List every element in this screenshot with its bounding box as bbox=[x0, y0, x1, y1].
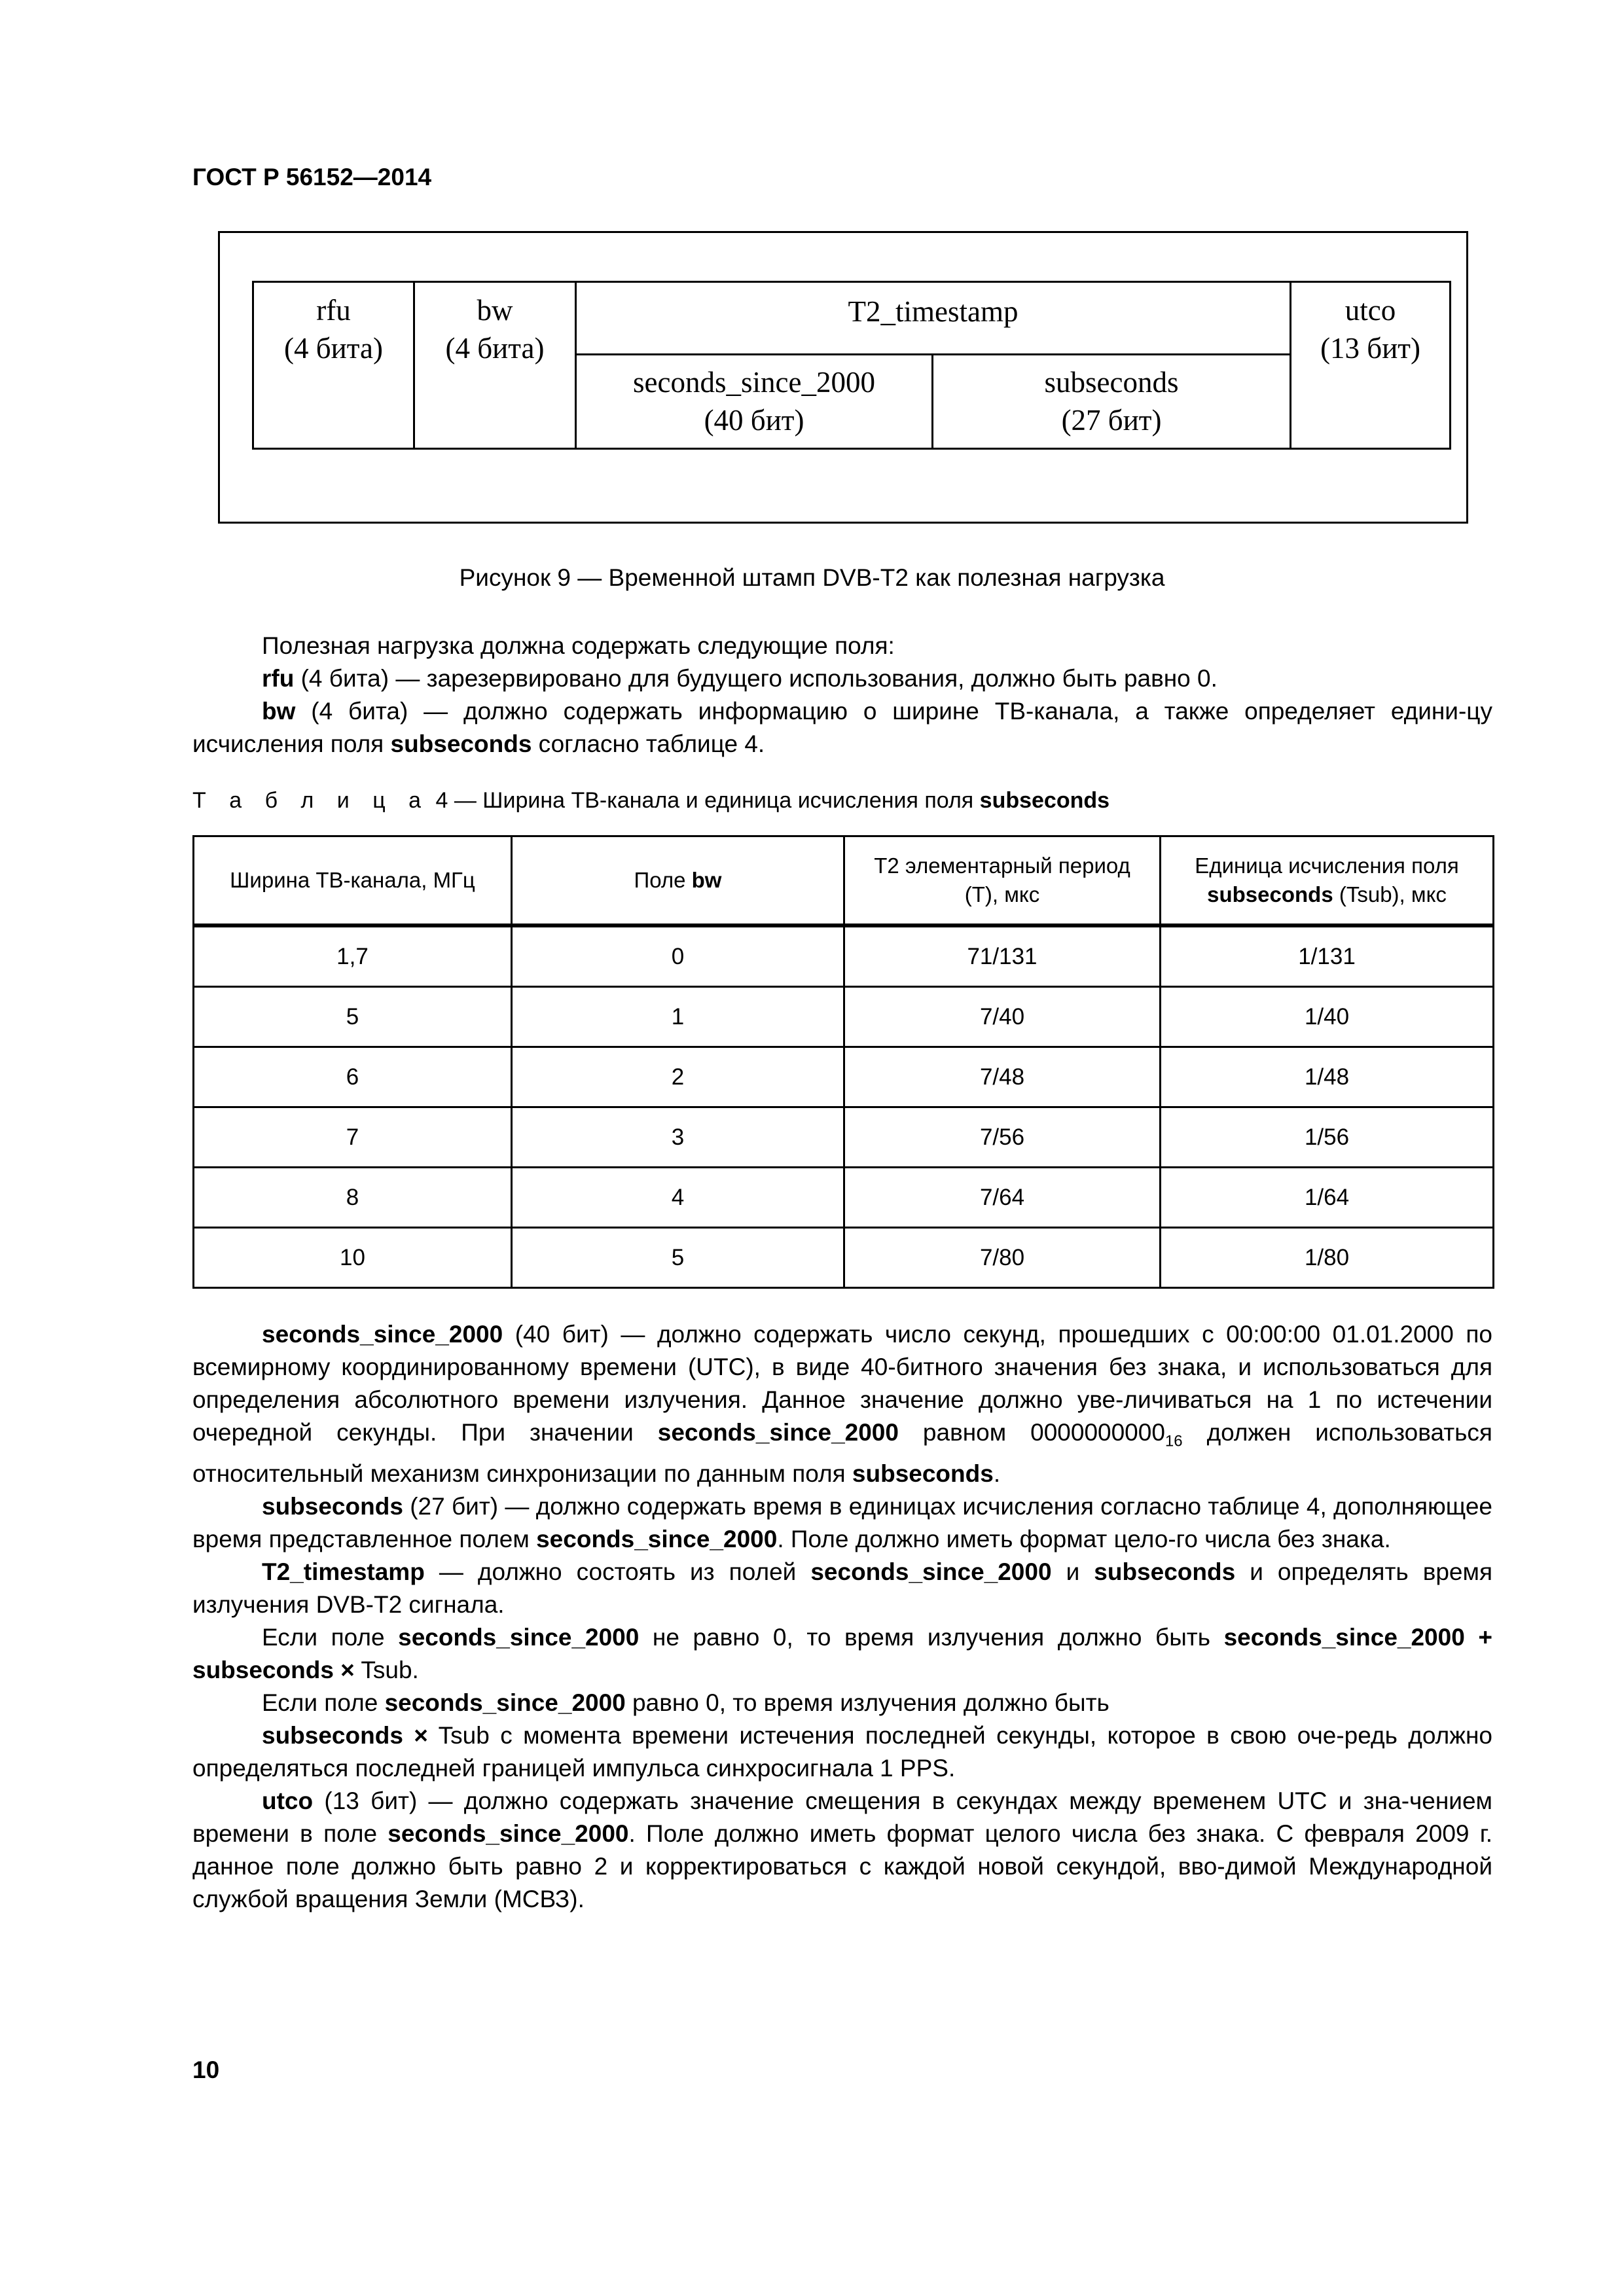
table-cell: 1/64 bbox=[1161, 1168, 1494, 1228]
intro-text bbox=[192, 630, 1492, 761]
nonzero-case-paragraph: Если поле seconds_since_2000 не равно 0, то время излучения должно быть seconds_since_2000 + subseconds × Tsub. bbox=[192, 1624, 1492, 1684]
figure-caption: Рисунок 9 — Временной штамп DVB-T2 как полезная нагрузка bbox=[459, 564, 1165, 591]
table-row bbox=[194, 1168, 1494, 1228]
table-cell: 10 bbox=[194, 1228, 512, 1288]
table-cell: 1/131 bbox=[1161, 925, 1494, 987]
table-row bbox=[194, 925, 1494, 987]
table-row bbox=[194, 987, 1494, 1047]
field-t2-timestamp: T2_timestamp bbox=[848, 295, 1019, 328]
table-cell: 7/64 bbox=[844, 1168, 1161, 1228]
t2-timestamp-paragraph: T2_timestamp — должно состоять из полей seconds_since_2000 и subseconds и определять время излучения DVB-T2 сигнала. bbox=[192, 1558, 1492, 1619]
intro-paragraph: Полезная нагрузка должна содержать следующие поля: bbox=[262, 632, 895, 659]
bw-paragraph: bw (4 бита) — должно содержать информацию о ширине ТВ-канала, а также определяет едини-цу исчисления поля subseconds согласно таблице 4. bbox=[192, 698, 1492, 757]
table-row bbox=[194, 1228, 1494, 1288]
bandwidth-table bbox=[192, 835, 1494, 1289]
table-cell: 7 bbox=[194, 1107, 512, 1168]
table-cell: 5 bbox=[194, 987, 512, 1047]
table-cell: 2 bbox=[512, 1047, 844, 1107]
figure-divider bbox=[575, 353, 1291, 355]
table-cell: 3 bbox=[512, 1107, 844, 1168]
table-caption: Т а б л и ц а 4 — Ширина ТВ-канала и единица исчисления поля subseconds bbox=[192, 788, 1110, 813]
table-cell: 4 bbox=[512, 1168, 844, 1228]
zero-case-continuation: subseconds × Tsub с момента времени истечения последней секунды, которое в свою оче-редь должно определяться последней границей импульса синхросигнала 1 PPS. bbox=[192, 1722, 1493, 1782]
table-cell: 71/131 bbox=[844, 925, 1161, 987]
table-cell: 7/56 bbox=[844, 1107, 1161, 1168]
table-cell: 7/48 bbox=[844, 1047, 1161, 1107]
utco-paragraph: utco (13 бит) — должно содержать значение смещения в секундах между временем UTC и зна-чением времени в поле seconds_since_2000. Поле должно иметь формат целого числа без знака. С февраля 2009 г. данное поле должно быть равно 2 и корректироваться с каждой новой секундой, вво-димой Международной службой вращения Земли (МСВЗ). bbox=[192, 1787, 1492, 1913]
rfu-paragraph: rfu (4 бита) — зарезервировано для будущего использования, должно быть равно 0. bbox=[262, 665, 1218, 692]
table-cell: 6 bbox=[194, 1047, 512, 1107]
table-cell: 1 bbox=[512, 987, 844, 1047]
table-cell: 7/40 bbox=[844, 987, 1161, 1047]
table-header-row bbox=[194, 836, 1494, 926]
zero-case-paragraph: Если поле seconds_since_2000 равно 0, то время излучения должно быть bbox=[262, 1689, 1110, 1717]
page-number: 10 bbox=[192, 2056, 220, 2083]
field-seconds-since-2000: seconds_since_2000 (40 бит) bbox=[633, 366, 875, 437]
col-header-bandwidth: Ширина ТВ-канала, МГц bbox=[194, 836, 512, 926]
subseconds-paragraph: subseconds (27 бит) — должно содержать время в единицах исчисления согласно таблице 4, дополняющее время представленное полем seconds_since_2000. Поле должно иметь формат цело-го числа без знака. bbox=[192, 1493, 1492, 1553]
table-cell: 1,7 bbox=[194, 925, 512, 987]
table-row bbox=[194, 1107, 1494, 1168]
field-subseconds: subseconds (27 бит) bbox=[1044, 366, 1179, 437]
table-cell: 1/56 bbox=[1161, 1107, 1494, 1168]
table-cell: 8 bbox=[194, 1168, 512, 1228]
table-cell: 0 bbox=[512, 925, 844, 987]
field-rfu: rfu (4 бита) bbox=[284, 294, 383, 365]
table-cell: 1/48 bbox=[1161, 1047, 1494, 1107]
table-cell: 1/80 bbox=[1161, 1228, 1494, 1288]
table-row bbox=[194, 1047, 1494, 1107]
col-header-tsub: Единица исчисления поля subseconds (Tsub), мкс bbox=[1161, 836, 1494, 926]
col-header-bw-field: Поле bw bbox=[512, 836, 844, 926]
table-cell: 7/80 bbox=[844, 1228, 1161, 1288]
document-header: ГОСТ Р 56152—2014 bbox=[192, 164, 432, 190]
field-utco: utco (13 бит) bbox=[1320, 294, 1420, 365]
field-bw: bw (4 бита) bbox=[445, 294, 545, 365]
table-cell: 1/40 bbox=[1161, 987, 1494, 1047]
body-text bbox=[192, 1318, 1492, 1916]
col-header-period: T2 элементарный период (T), мкс bbox=[844, 836, 1161, 926]
seconds-since-2000-paragraph: seconds_since_2000 (40 бит) — должно содержать число секунд, прошедших с 00:00:00 01.01.2000 по всемирному координированному времени (UTC), в виде 40-битного значения без знака, и использоваться для определения абсолютного времени излучения. Данное значение должно уве-личиваться на 1 по истечении очередной секунды. При значении seconds_since_2000 равном $0000000000_{16}$ должен использоваться относительный механизм синхронизации по данным поля subseconds. bbox=[192, 1321, 1492, 1488]
table-cell: 5 bbox=[512, 1228, 844, 1288]
